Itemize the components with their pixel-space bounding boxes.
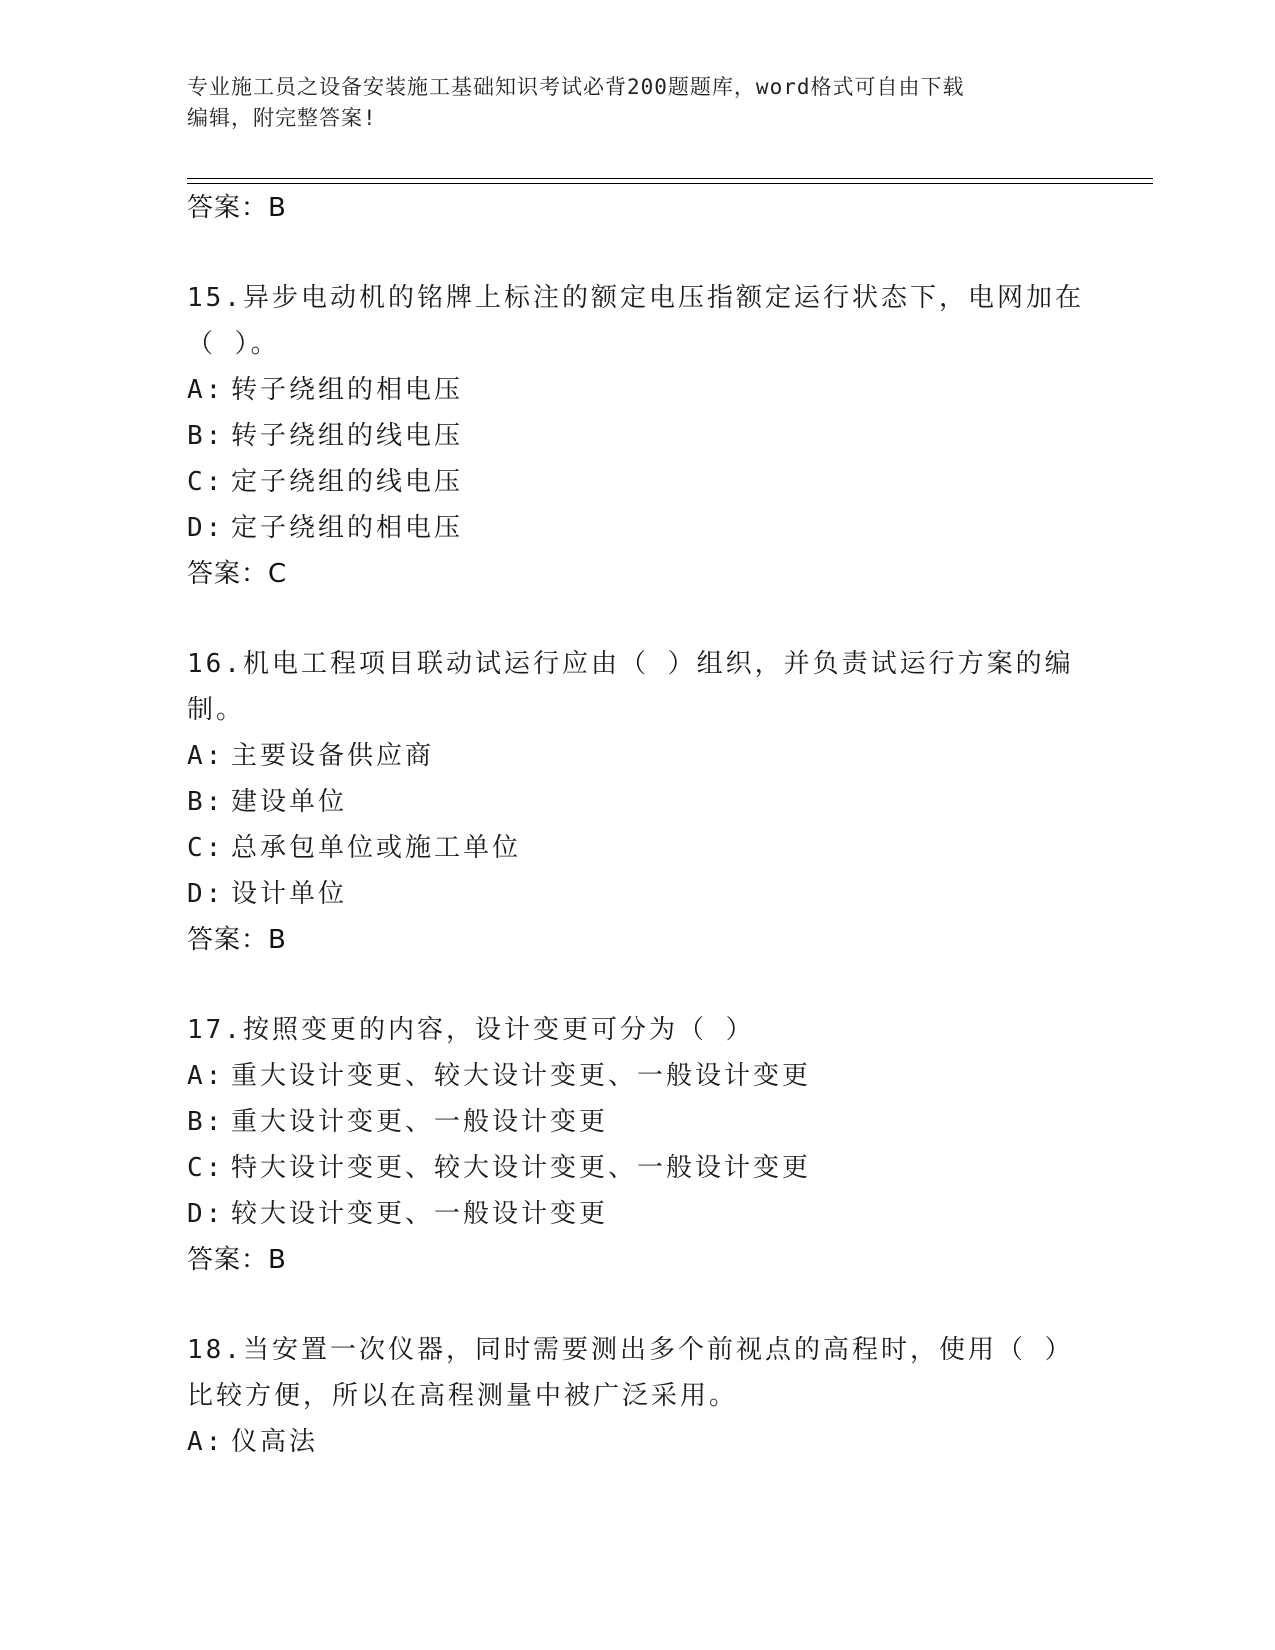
option-text: 总承包单位或施工单位 xyxy=(231,833,522,863)
answer-line: 答案：B xyxy=(187,925,287,955)
header-rule-top xyxy=(187,178,1153,179)
option-key: D: xyxy=(187,1199,225,1229)
option-key: D: xyxy=(187,513,225,543)
header-rule-bottom xyxy=(187,183,1153,184)
option-text: 重大设计变更、一般设计变更 xyxy=(231,1107,609,1137)
question-list xyxy=(187,185,1087,1465)
answer-line: 答案：B xyxy=(187,1245,287,1275)
option-text: 转子绕组的线电压 xyxy=(231,421,464,451)
question-item xyxy=(187,275,1087,597)
answer-line: 答案：B xyxy=(187,193,287,223)
option-text: 建设单位 xyxy=(231,787,348,817)
option-text: 重大设计变更、较大设计变更、一般设计变更 xyxy=(231,1061,812,1091)
option-b xyxy=(187,1099,1087,1145)
option-key: B: xyxy=(187,1107,225,1137)
header-line-1: 专业施工员之设备安装施工基础知识考试必背200题题库，word格式可自由下载 xyxy=(187,75,965,99)
option-d xyxy=(187,871,1087,917)
answer-line: 答案：C xyxy=(187,559,288,589)
question-text: 17.按照变更的内容，设计变更可分为（ ） xyxy=(187,1015,755,1045)
option-text: 较大设计变更、一般设计变更 xyxy=(231,1199,609,1229)
question-text: 15.异步电动机的铭牌上标注的额定电压指额定运行状态下，电网加在（ ）。 xyxy=(187,283,1084,359)
option-text: 定子绕组的相电压 xyxy=(231,513,464,543)
page-header xyxy=(187,72,1067,134)
option-c xyxy=(187,1145,1087,1191)
option-key: A: xyxy=(187,1061,225,1091)
question-text: 16.机电工程项目联动试运行应由（ ）组织，并负责试运行方案的编制。 xyxy=(187,649,1074,725)
option-text: 设计单位 xyxy=(231,879,348,909)
option-key: A: xyxy=(187,741,225,771)
option-key: A: xyxy=(187,375,225,405)
option-key: C: xyxy=(187,1153,225,1183)
option-d xyxy=(187,1191,1087,1237)
option-text: 特大设计变更、较大设计变更、一般设计变更 xyxy=(231,1153,812,1183)
option-key: A: xyxy=(187,1427,225,1457)
option-key: C: xyxy=(187,833,225,863)
option-key: B: xyxy=(187,421,225,451)
option-key: B: xyxy=(187,787,225,817)
option-d xyxy=(187,505,1087,551)
option-b xyxy=(187,413,1087,459)
option-key: C: xyxy=(187,467,225,497)
option-key: D: xyxy=(187,879,225,909)
option-a xyxy=(187,1419,1087,1465)
option-text: 定子绕组的线电压 xyxy=(231,467,464,497)
question-text: 18.当安置一次仪器，同时需要测出多个前视点的高程时，使用（ ）比较方便，所以在高程测量中被广泛采用。 xyxy=(187,1335,1074,1411)
option-text: 主要设备供应商 xyxy=(231,741,435,771)
option-a xyxy=(187,733,1087,779)
option-a xyxy=(187,367,1087,413)
question-item xyxy=(187,1007,1087,1283)
option-text: 仪高法 xyxy=(231,1427,319,1457)
option-text: 转子绕组的相电压 xyxy=(231,375,464,405)
question-item xyxy=(187,641,1087,963)
question-item xyxy=(187,1327,1087,1465)
option-b xyxy=(187,779,1087,825)
header-line-2: 编辑，附完整答案! xyxy=(187,106,377,130)
option-a xyxy=(187,1053,1087,1099)
option-c xyxy=(187,825,1087,871)
option-c xyxy=(187,459,1087,505)
